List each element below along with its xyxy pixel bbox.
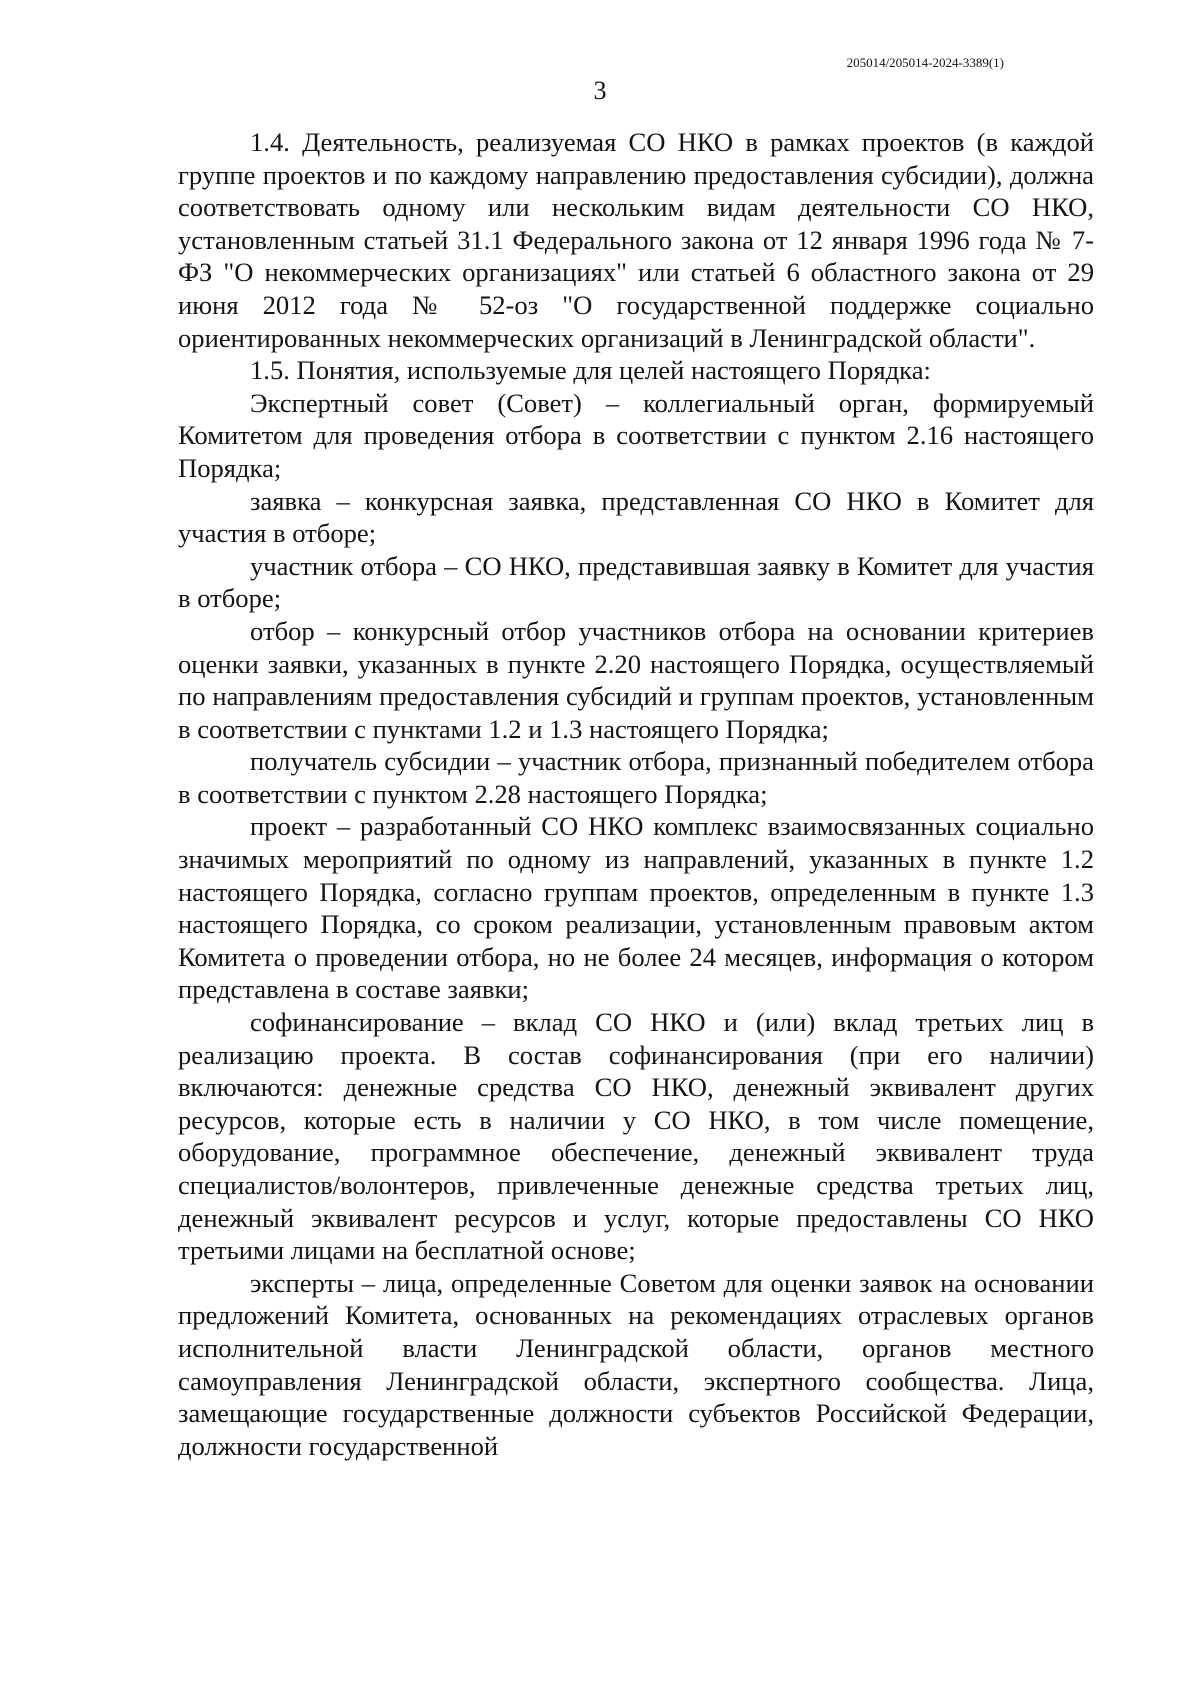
definition-expert-council: Экспертный совет (Совет) – коллегиальный орган, формируемый Комитетом для проведения отбора в соответствии с пунктом 2.16 настоящего Порядка; [178, 387, 1094, 483]
document-id: 205014/205014-2024-3389(1) [846, 55, 1004, 70]
definition-project: проект – разработанный СО НКО комплекс взаимосвязанных социально значимых мероприятий по одному из направлений, указанных в пункте 1.2 настоящего Порядка, согласно группам проектов, определенным в пункте 1.3 настоящего Порядка, со сроком реализации, установленным правовым актом Комитета о проведении отбора, но не более 24 месяцев, информация о котором представлена в составе заявки; [178, 811, 1094, 1005]
definition-experts: эксперты – лица, определенные Советом для оценки заявок на основании предложений Комитета, основанных на рекомендациях отраслевых органов исполнительной власти Ленинградской области, органов местного самоуправления Ленинградской области, экспертного сообщества. Лица, замещающие государственные должности субъектов Российской Федерации, должности государственной [178, 1267, 1094, 1461]
paragraph-1-4: 1.4. Деятельность, реализуемая СО НКО в рамках проектов (в каждой группе проектов и по каждому направлению предоставления субсидии), должна соответствовать одному или нескольким видам деятельности СО НКО, установленным статьей 31.1 Федерального закона от 12 января 1996 года № 7-ФЗ "О некоммерческих организациях" или статьей 6 областного закона от 29 июня 2012 года № 52-оз "О государственной поддержке социально ориентированных некоммерческих организаций в Ленинградской области". [178, 127, 1094, 353]
document-body [178, 126, 1094, 1462]
page-number: 3 [593, 76, 607, 105]
definition-participant: участник отбора – СО НКО, представившая заявку в Комитет для участия в отборе; [178, 550, 1094, 614]
definition-selection: отбор – конкурсный отбор участников отбора на основании критериев оценки заявки, указанных в пункте 2.20 настоящего Порядка, осуществляемый по направлениям предоставления субсидий и группам проектов, установленным в соответствии с пунктами 1.2 и 1.3 настоящего Порядка; [178, 615, 1094, 744]
definition-cofinancing: софинансирование – вклад СО НКО и (или) вклад третьих лиц в реализацию проекта. В состав софинансирования (при его наличии) включаются: денежные средства СО НКО, денежный эквивалент других ресурсов, которые есть в наличии у СО НКО, в том числе помещение, оборудование, программное обеспечение, денежный эквивалент труда специалистов/волонтеров, привлеченные денежные средства третьих лиц, денежный эквивалент ресурсов и услуг, которые предоставлены СО НКО третьими лицами на бесплатной основе; [178, 1007, 1094, 1266]
paragraph-1-5: 1.5. Понятия, используемые для целей настоящего Порядка: [250, 355, 931, 386]
definition-recipient: получатель субсидии – участник отбора, признанный победителем отбора в соответствии с пунктом 2.28 настоящего Порядка; [178, 746, 1094, 809]
definition-application: заявка – конкурсная заявка, представленная СО НКО в Комитет для участия в отборе; [178, 485, 1094, 549]
